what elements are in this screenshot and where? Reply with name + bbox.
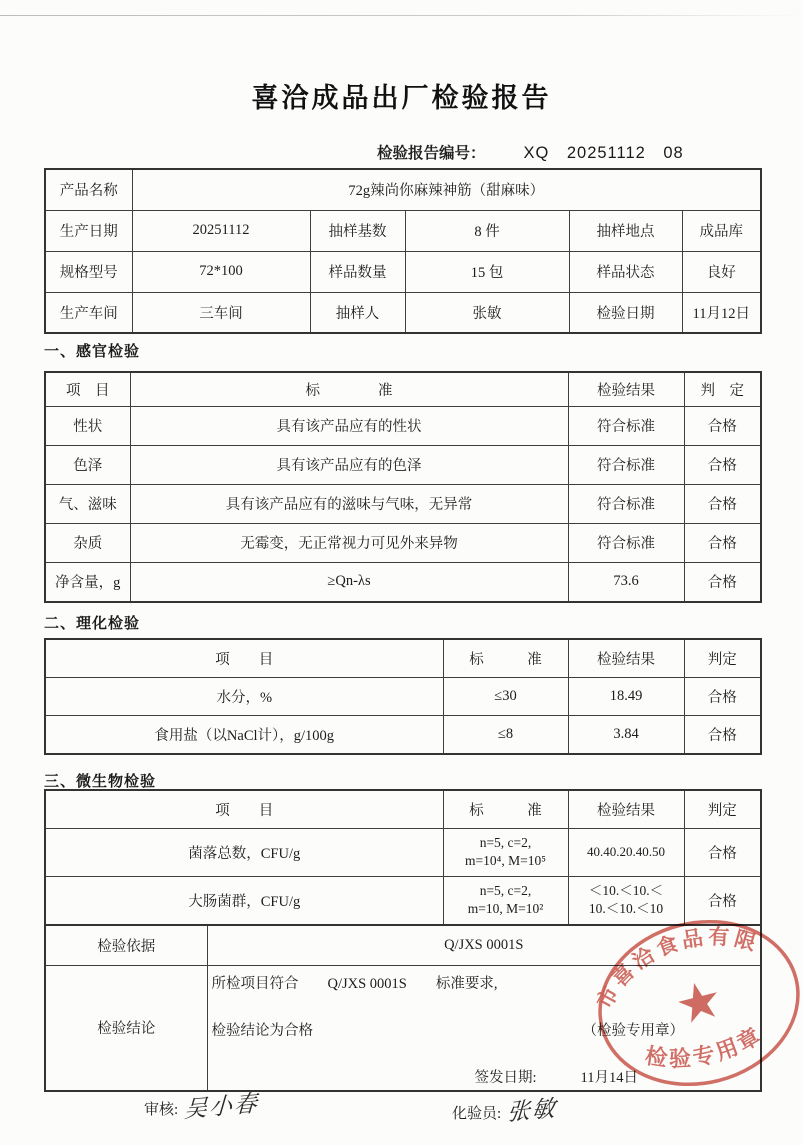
cell-result	[568, 828, 684, 876]
cell-item: 性状	[45, 406, 130, 445]
issue-date-value: 11月14日	[580, 1070, 638, 1087]
cell-item: 菌落总数，CFU/g	[45, 828, 443, 876]
table-row	[45, 523, 761, 562]
column-header: 标 准	[443, 639, 568, 677]
cell-label: 生产日期	[45, 210, 132, 251]
stamp-bottom-arc-text: 检验专用章	[643, 1021, 767, 1072]
standard-line: m=10⁴, M=10⁵	[465, 853, 546, 868]
section-heading-micro: 三、微生物检验	[44, 773, 157, 790]
cell-value: 张敏	[405, 292, 569, 333]
tester-signature	[452, 1095, 558, 1127]
cell-label: 样品数量	[310, 251, 405, 292]
cell-label: 抽样地点	[569, 210, 682, 251]
column-header: 检验结果	[568, 372, 684, 406]
column-header: 检验结果	[568, 790, 684, 828]
conclusion-label: 检验结论	[45, 965, 207, 1091]
table-row	[45, 828, 761, 876]
table-header-row	[45, 372, 761, 406]
cell-value: 8 件	[405, 210, 569, 251]
stamp-star-icon: ★	[669, 968, 729, 1038]
cell-item: 大肠菌群，CFU/g	[45, 876, 443, 925]
column-header: 标 准	[443, 790, 568, 828]
cell-value: 15 包	[405, 251, 569, 292]
cell-judge: 合格	[684, 677, 761, 715]
cell-value: 72*100	[132, 251, 310, 292]
page-title: 喜洽成品出厂检验报告	[251, 83, 552, 113]
column-header: 判定	[684, 790, 761, 828]
stamp-company-arc-text: 市喜洽食品有限	[593, 925, 763, 1013]
tester-label: 化验员:	[452, 1106, 502, 1122]
cell-item: 水分，%	[45, 677, 443, 715]
cell-item: 杂质	[45, 523, 130, 562]
cell-item: 食用盐（以NaCl计），g/100g	[45, 715, 443, 754]
column-header: 标 准	[130, 372, 568, 406]
report-number-label: 检验报告编号：	[377, 145, 486, 162]
cell-label: 抽样人	[310, 292, 405, 333]
conclusion-line-1: 所检项目符合 Q/JXS 0001S 标准要求,	[211, 976, 498, 993]
tester-handwritten-name: 张敏	[506, 1095, 558, 1127]
cell-item: 净含量，g	[45, 562, 130, 602]
cell-item: 气、滋味	[45, 484, 130, 523]
table-row	[45, 445, 761, 484]
cell-standard: 无霉变，无正常视力可见外来异物	[130, 523, 568, 562]
column-header: 判定	[684, 639, 761, 677]
cell-value: 三车间	[132, 292, 310, 333]
table-row	[45, 715, 761, 754]
table-header-row	[45, 639, 761, 677]
cell-label: 抽样基数	[310, 210, 405, 251]
table-row	[45, 210, 761, 251]
micro-table	[44, 789, 762, 926]
result-line: 10.＜10.＜10	[588, 901, 664, 917]
cell-standard	[443, 876, 568, 925]
table-row	[45, 965, 761, 1091]
product-name-label: 产品名称	[45, 169, 132, 210]
cell-judge: 合格	[684, 445, 761, 484]
cell-standard	[443, 828, 568, 876]
cell-value: 成品库	[682, 210, 761, 251]
report-number-value: XQ 20251112 08	[523, 144, 684, 162]
cell-item: 色泽	[45, 445, 130, 484]
column-header: 项 目	[45, 790, 443, 828]
cell-judge: 合格	[684, 876, 761, 925]
basis-value: Q/JXS 0001S	[207, 925, 761, 965]
cell-standard: ≤8	[443, 715, 568, 754]
cell-value: 良好	[682, 251, 761, 292]
column-header: 项 目	[45, 639, 443, 677]
standard-line: m=10, M=10²	[467, 901, 544, 917]
basis-label: 检验依据	[45, 925, 207, 965]
cell-judge: 合格	[684, 406, 761, 445]
product-name-value: 72g辣尚你麻辣神筋（甜麻味）	[132, 169, 761, 210]
column-header: 检验结果	[568, 639, 684, 677]
cell-standard: ≤30	[443, 677, 568, 715]
conclusion-result-text: 检验结论为合格	[211, 1023, 313, 1040]
seal-note: （检验专用章）	[582, 1023, 684, 1040]
cell-label: 样品状态	[569, 251, 682, 292]
standard-line: n=5, c=2,	[479, 883, 532, 899]
product-info-table	[44, 168, 762, 334]
cell-result: 符合标准	[568, 406, 684, 445]
cell-judge: 合格	[684, 523, 761, 562]
table-row	[45, 292, 761, 333]
column-header: 项 目	[45, 372, 130, 406]
scan-artifact-line	[0, 15, 803, 16]
cell-result: 73.6	[568, 562, 684, 602]
cell-result: 符合标准	[568, 484, 684, 523]
table-row	[45, 925, 761, 965]
cell-value: 11月12日	[682, 292, 761, 333]
cell-standard: 具有该产品应有的性状	[130, 406, 568, 445]
section-heading-sensory: 一、感官检验	[44, 343, 141, 360]
conclusion-table	[44, 924, 762, 1092]
table-row	[45, 484, 761, 523]
table-header-row	[45, 790, 761, 828]
cell-judge: 合格	[684, 562, 761, 602]
column-header: 判 定	[684, 372, 761, 406]
cell-standard: 具有该产品应有的色泽	[130, 445, 568, 484]
cell-judge: 合格	[684, 484, 761, 523]
cell-label: 生产车间	[45, 292, 132, 333]
cell-result: 符合标准	[568, 523, 684, 562]
sensory-table	[44, 371, 762, 603]
result-line: 40.40.20.40.50	[587, 844, 665, 859]
cell-result: 18.49	[568, 677, 684, 715]
cell-judge: 合格	[684, 828, 761, 876]
cell-result: 3.84	[568, 715, 684, 754]
physchem-table	[44, 638, 762, 755]
cell-value: 20251112	[132, 210, 310, 251]
conclusion-line-2	[212, 1019, 757, 1040]
conclusion-cell	[207, 965, 761, 1091]
cell-standard: ≥Qn-λs	[130, 562, 568, 602]
table-row	[45, 876, 761, 925]
cell-result: 符合标准	[568, 445, 684, 484]
table-row	[45, 562, 761, 602]
table-row	[45, 251, 761, 292]
review-handwritten-name: 吴小春	[183, 1090, 260, 1124]
review-label: 审核:	[144, 1102, 179, 1118]
standard-line: n=5, c=2,	[479, 834, 532, 850]
cell-result	[568, 876, 684, 925]
table-row	[45, 406, 761, 445]
report-number	[377, 139, 684, 163]
table-row	[45, 169, 761, 210]
cell-label: 规格型号	[45, 251, 132, 292]
cell-label: 检验日期	[569, 292, 682, 333]
review-signature	[144, 1090, 260, 1124]
cell-judge: 合格	[684, 715, 761, 754]
issue-date-row	[212, 1066, 757, 1087]
result-line: ＜10.＜10.＜	[588, 883, 664, 899]
issue-date-label: 签发日期:	[474, 1070, 537, 1087]
cell-standard: 具有该产品应有的滋味与气味，无异常	[130, 484, 568, 523]
table-row	[45, 677, 761, 715]
section-heading-physchem: 二、理化检验	[44, 615, 141, 632]
